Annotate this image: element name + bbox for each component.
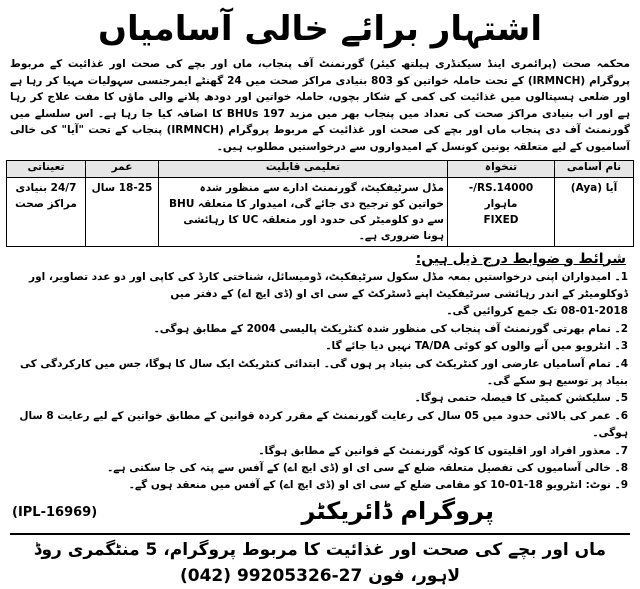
list-item: 1۔ امیدواران اپنی درخواستیں بمعہ مڈل سکول سرٹیفکیٹ، ڈومیسائل، شناختی کارڈ کی کاپی اور دو عدد تصاویر، اور ڈوکلومیٹر کے اندر رہائشی سرٹیفکیٹ اپنے ڈسٹرکٹ کے سی ای او (ڈی ایچ اے) کے دفتر میں — [29, 270, 628, 300]
rules-heading: شرائط و ضوابط درج ذیل ہیں: — [415, 250, 626, 267]
list-item: 9۔ نوٹ: انٹرویو 18-01-10 کو مقامی ضلع کے سی ای او (ڈی ایچ اے) کے آفس میں منعقد ہوں گے۔ — [128, 479, 628, 492]
footer-row — [6, 497, 634, 533]
list-item: 2۔ تمام بھرتی گورنمنٹ آف پنجاب کی منظور شدہ کنٹریکٹ پالیسی 2004 کے مطابق ہوگی۔ — [153, 322, 628, 335]
header-pay: تنخواہ — [448, 160, 555, 177]
table-header-row — [7, 160, 634, 177]
header-qualification: تعلیمی قابلیت — [159, 160, 448, 177]
table-row — [7, 177, 634, 246]
cell-pay — [448, 177, 555, 246]
list-item: 3۔ انٹرویو میں آنے والوں کو کوئی TA/DA نہیں دیا جائے گا۔ — [325, 340, 628, 353]
office-address: ماں اور بچے کی صحت اور غذائیت کا مربوط پروگرام، 5 منٹگمری روڈ لاہور، فون 27-99205326 (042) — [10, 533, 630, 589]
list-item: 5۔ سلیکشن کمیٹی کا فیصلہ حتمی ہوگا۔ — [414, 392, 628, 405]
cell-pay-amount: RS.14000/- ماہوار — [468, 181, 534, 210]
header-place: تعیناتی — [7, 160, 86, 177]
intro-paragraph: محکمہ صحت (پرائمری اینڈ سیکنڈری ہیلتھ کیئر) گورنمنٹ آف پنجاب، ماں اور بچے کی صحت اور غذائیت کے مربوط پروگرام (IRMNCH) کے تحت حاملہ خواتین کو 803 بنیادی مراکز صحت میں 24 گھنٹے ایمرجنسی سہولیات مہیا کر رہا ہے اور ضلعی ہسپتالوں میں غذائیت کی کمی کے شکار بچوں، حاملہ خواتین اور دودھ پلانے والی ماؤں کا مفت علاج کر رہا ہے اور اب بنیادی مراکز صحت کی تعداد میں پنجاب بھر میں مزید 197 BHUs کا اضافہ کیا جا رہا ہے۔ اس سلسلے میں گورنمنٹ آف دی پنجاب ماں اور بچے کی صحت اور غذائیت کے مربوط پروگرام (IRMNCH) پنجاب کے تحت "آیا" کی خالی آسامیوں کے لیے متعلقہ یونین کونسل کے امیدواروں سے درخواستیں مطلوب ہیں۔ — [10, 58, 631, 153]
header-age: عمر — [86, 160, 159, 177]
vacancy-table — [6, 160, 634, 247]
signature-title: پروگرام ڈائریکٹر — [301, 496, 494, 525]
header-post: نام آسامی — [555, 160, 634, 177]
cell-pay-type: FIXED — [483, 213, 519, 226]
rules-list — [12, 269, 628, 495]
cell-age: 18-25 سال — [86, 177, 159, 246]
cell-qualification: مڈل سرٹیفکیٹ، گورنمنٹ ادارے سے منظور شدہ خواتین کو ترجیح دی جائے گی، امیدوار کا متعلقہ BHU سے دو کلومیٹر کی حدود اور متعلقہ UC کا رہائشی ہونا ضروری ہے۔ — [159, 177, 448, 246]
list-item: 7۔ معذور افراد اور اقلیتوں کا کوٹہ گورنمنٹ کے قوانین کے مطابق ہوگا۔ — [258, 444, 628, 457]
cell-post: آیا (Aya) — [555, 177, 634, 246]
cell-place: 24/7 بنیادی مراکز صحت — [7, 177, 86, 246]
reference-code: (IPL-16969) — [12, 504, 98, 520]
page-title: اشتہار برائے خالی آسامیاں — [97, 9, 542, 49]
list-item: 08-01-2018 تک جمع کروائیں گی۔ — [446, 305, 628, 318]
list-item: 4۔ تمام آسامیاں عارضی اور کنٹریکٹ کی بنیاد پر ہوں گی۔ ابتدائی کنٹریکٹ ایک سال کا ہوگا، جس میں کارکردگی کی بنیاد پر توسیع ہو سکے گی۔ — [19, 357, 628, 387]
list-item: 6۔ عمر کی بالائی حدود میں 05 سال کی رعایت گورنمنٹ کے مقرر کردہ قوانین کے مطابق خواتین کے لیے رعایت 8 سال ہوگی۔ — [19, 409, 628, 440]
list-item: 8۔ خالی آسامیوں کی تفصیل متعلقہ ضلع کے سی ای او (ڈی ایچ اے) کے آفس سے پتہ کی جا سکتی ہے۔ — [107, 462, 628, 475]
